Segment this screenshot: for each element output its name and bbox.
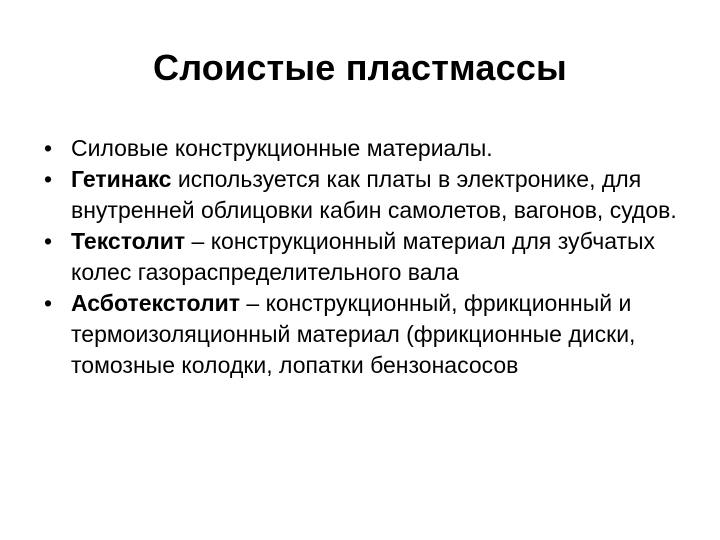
bullet-item xyxy=(44,226,694,288)
slide-title: Слоистые пластмассы xyxy=(153,47,567,88)
bullet-item xyxy=(44,133,694,164)
bullet-text: Силовые конструкционные материалы. xyxy=(71,135,493,161)
bullet-item xyxy=(44,288,694,381)
bullet-term: Гетинакс xyxy=(71,166,172,192)
bullet-term: Текстолит xyxy=(71,228,186,254)
bullet-text: используется как платы в электронике, для внутренней облицовки кабин самолетов, вагонов, судов. xyxy=(71,166,677,223)
bullet-dot-icon: • xyxy=(44,135,53,161)
bullet-list xyxy=(44,133,694,381)
bullet-dot-icon: • xyxy=(44,290,53,316)
bullet-item xyxy=(44,164,694,226)
bullet-dot-icon: • xyxy=(44,228,53,254)
bullet-text: – конструкционный материал для зубчатых колес газораспределительного вала xyxy=(71,228,656,285)
bullet-dot-icon: • xyxy=(44,166,53,192)
bullet-text: – конструкционный, фрикционный и термоизоляционный материал (фрикционные диски, томозные колодки, лопатки бензонасосов xyxy=(71,290,636,378)
bullet-term: Асботекстолит xyxy=(71,290,240,316)
